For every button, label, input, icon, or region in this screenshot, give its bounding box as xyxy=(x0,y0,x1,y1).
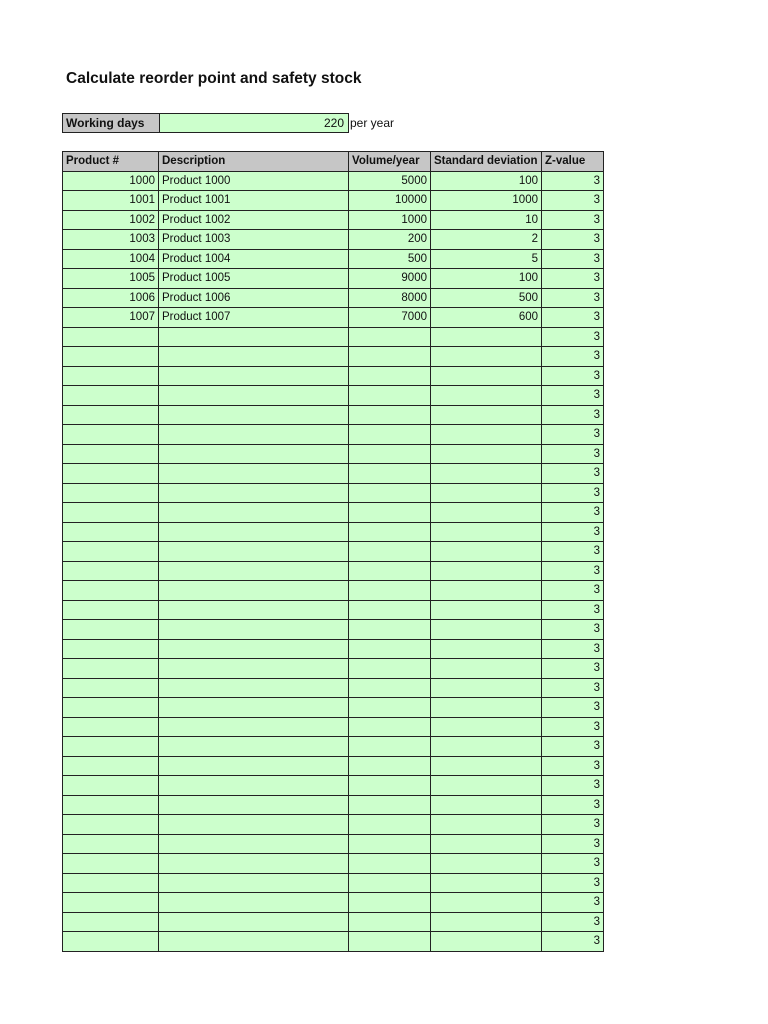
std-dev-cell[interactable]: 10 xyxy=(431,210,542,230)
volume-cell[interactable] xyxy=(349,639,431,659)
volume-cell[interactable] xyxy=(349,620,431,640)
product-number-cell[interactable] xyxy=(63,483,159,503)
volume-cell[interactable] xyxy=(349,659,431,679)
product-number-cell[interactable]: 1000 xyxy=(63,171,159,191)
std-dev-cell[interactable] xyxy=(431,347,542,367)
std-dev-cell[interactable] xyxy=(431,522,542,542)
z-value-cell[interactable]: 3 xyxy=(542,288,604,308)
table-row xyxy=(63,932,604,952)
description-cell[interactable] xyxy=(159,327,349,347)
volume-cell[interactable] xyxy=(349,815,431,835)
volume-cell[interactable]: 5000 xyxy=(349,171,431,191)
product-number-cell[interactable]: 1007 xyxy=(63,308,159,328)
description-cell[interactable] xyxy=(159,854,349,874)
z-value-cell[interactable]: 3 xyxy=(542,444,604,464)
z-value-cell[interactable]: 3 xyxy=(542,171,604,191)
description-cell[interactable]: Product 1002 xyxy=(159,210,349,230)
description-cell[interactable] xyxy=(159,893,349,913)
volume-cell[interactable] xyxy=(349,854,431,874)
description-cell[interactable] xyxy=(159,834,349,854)
volume-cell[interactable] xyxy=(349,405,431,425)
table-row xyxy=(63,815,604,835)
z-value-cell[interactable]: 3 xyxy=(542,230,604,250)
description-cell[interactable] xyxy=(159,698,349,718)
volume-cell[interactable] xyxy=(349,600,431,620)
product-number-cell[interactable] xyxy=(63,581,159,601)
table-row xyxy=(63,873,604,893)
volume-cell[interactable] xyxy=(349,912,431,932)
z-value-cell[interactable]: 3 xyxy=(542,854,604,874)
description-cell[interactable] xyxy=(159,444,349,464)
std-dev-cell[interactable] xyxy=(431,912,542,932)
description-cell[interactable] xyxy=(159,678,349,698)
table-row xyxy=(63,678,604,698)
z-value-cell[interactable]: 3 xyxy=(542,366,604,386)
volume-cell[interactable] xyxy=(349,503,431,523)
header-z-value: Z-value xyxy=(542,152,604,172)
product-number-cell[interactable] xyxy=(63,561,159,581)
header-volume-year: Volume/year xyxy=(349,152,431,172)
volume-cell[interactable] xyxy=(349,542,431,562)
table-row xyxy=(63,405,604,425)
product-number-cell[interactable] xyxy=(63,620,159,640)
product-number-cell[interactable] xyxy=(63,854,159,874)
table-row xyxy=(63,854,604,874)
table-row xyxy=(63,327,604,347)
description-cell[interactable] xyxy=(159,717,349,737)
description-cell[interactable] xyxy=(159,503,349,523)
z-value-cell[interactable]: 3 xyxy=(542,249,604,269)
description-cell[interactable] xyxy=(159,600,349,620)
volume-cell[interactable]: 9000 xyxy=(349,269,431,289)
description-cell[interactable] xyxy=(159,581,349,601)
z-value-cell[interactable]: 3 xyxy=(542,464,604,484)
description-cell[interactable] xyxy=(159,386,349,406)
z-value-cell[interactable]: 3 xyxy=(542,600,604,620)
product-number-cell[interactable] xyxy=(63,444,159,464)
z-value-cell[interactable]: 3 xyxy=(542,503,604,523)
z-value-cell[interactable]: 3 xyxy=(542,581,604,601)
std-dev-cell[interactable] xyxy=(431,756,542,776)
product-number-cell[interactable]: 1006 xyxy=(63,288,159,308)
table-row xyxy=(63,659,604,679)
product-number-cell[interactable]: 1005 xyxy=(63,269,159,289)
table-row xyxy=(63,425,604,445)
std-dev-cell[interactable] xyxy=(431,503,542,523)
std-dev-cell[interactable] xyxy=(431,425,542,445)
table-row xyxy=(63,483,604,503)
products-table xyxy=(62,151,604,952)
product-number-cell[interactable] xyxy=(63,405,159,425)
std-dev-cell[interactable] xyxy=(431,698,542,718)
product-number-cell[interactable] xyxy=(63,503,159,523)
std-dev-cell[interactable] xyxy=(431,854,542,874)
product-number-cell[interactable] xyxy=(63,834,159,854)
volume-cell[interactable] xyxy=(349,893,431,913)
z-value-cell[interactable]: 3 xyxy=(542,405,604,425)
description-cell[interactable]: Product 1007 xyxy=(159,308,349,328)
description-cell[interactable]: Product 1004 xyxy=(159,249,349,269)
table-row xyxy=(63,444,604,464)
product-number-cell[interactable] xyxy=(63,698,159,718)
std-dev-cell[interactable] xyxy=(431,639,542,659)
product-number-cell[interactable] xyxy=(63,717,159,737)
table-row xyxy=(63,776,604,796)
product-number-cell[interactable] xyxy=(63,386,159,406)
product-number-cell[interactable] xyxy=(63,795,159,815)
z-value-cell[interactable]: 3 xyxy=(542,620,604,640)
std-dev-cell[interactable] xyxy=(431,327,542,347)
product-number-cell[interactable] xyxy=(63,815,159,835)
description-cell[interactable] xyxy=(159,639,349,659)
volume-cell[interactable] xyxy=(349,327,431,347)
z-value-cell[interactable]: 3 xyxy=(542,893,604,913)
table-row xyxy=(63,191,604,211)
table-row xyxy=(63,308,604,328)
description-cell[interactable]: Product 1003 xyxy=(159,230,349,250)
product-number-cell[interactable] xyxy=(63,659,159,679)
std-dev-cell[interactable] xyxy=(431,444,542,464)
product-number-cell[interactable] xyxy=(63,366,159,386)
std-dev-cell[interactable] xyxy=(431,873,542,893)
product-number-cell[interactable]: 1001 xyxy=(63,191,159,211)
table-row xyxy=(63,834,604,854)
description-cell[interactable] xyxy=(159,561,349,581)
working-days-unit: per year xyxy=(350,116,395,130)
table-row xyxy=(63,717,604,737)
std-dev-cell[interactable] xyxy=(431,600,542,620)
volume-cell[interactable]: 200 xyxy=(349,230,431,250)
volume-cell[interactable] xyxy=(349,425,431,445)
volume-cell[interactable] xyxy=(349,776,431,796)
table-row xyxy=(63,698,604,718)
product-number-cell[interactable] xyxy=(63,639,159,659)
working-days-label: Working days xyxy=(62,113,161,133)
product-number-cell[interactable] xyxy=(63,600,159,620)
z-value-cell[interactable]: 3 xyxy=(542,756,604,776)
std-dev-cell[interactable] xyxy=(431,815,542,835)
z-value-cell[interactable]: 3 xyxy=(542,659,604,679)
volume-cell[interactable]: 7000 xyxy=(349,308,431,328)
volume-cell[interactable] xyxy=(349,347,431,367)
table-row xyxy=(63,366,604,386)
description-cell[interactable] xyxy=(159,464,349,484)
product-number-cell[interactable]: 1002 xyxy=(63,210,159,230)
table-row xyxy=(63,522,604,542)
product-number-cell[interactable] xyxy=(63,932,159,952)
z-value-cell[interactable]: 3 xyxy=(542,873,604,893)
description-cell[interactable] xyxy=(159,932,349,952)
std-dev-cell[interactable] xyxy=(431,717,542,737)
z-value-cell[interactable]: 3 xyxy=(542,698,604,718)
description-cell[interactable] xyxy=(159,483,349,503)
volume-cell[interactable] xyxy=(349,717,431,737)
product-number-cell[interactable] xyxy=(63,912,159,932)
volume-cell[interactable] xyxy=(349,795,431,815)
product-number-cell[interactable]: 1003 xyxy=(63,230,159,250)
table-row xyxy=(63,639,604,659)
std-dev-cell[interactable] xyxy=(431,405,542,425)
description-cell[interactable]: Product 1005 xyxy=(159,269,349,289)
product-number-cell[interactable] xyxy=(63,542,159,562)
product-number-cell[interactable] xyxy=(63,737,159,757)
std-dev-cell[interactable] xyxy=(431,366,542,386)
table-row xyxy=(63,620,604,640)
std-dev-cell[interactable] xyxy=(431,386,542,406)
z-value-cell[interactable]: 3 xyxy=(542,386,604,406)
z-value-cell[interactable]: 3 xyxy=(542,912,604,932)
description-cell[interactable]: Product 1000 xyxy=(159,171,349,191)
product-number-cell[interactable] xyxy=(63,522,159,542)
description-cell[interactable] xyxy=(159,620,349,640)
volume-cell[interactable] xyxy=(349,522,431,542)
table-row xyxy=(63,171,604,191)
product-number-cell[interactable]: 1004 xyxy=(63,249,159,269)
std-dev-cell[interactable] xyxy=(431,893,542,913)
volume-cell[interactable] xyxy=(349,366,431,386)
table-row xyxy=(63,386,604,406)
table-row xyxy=(63,288,604,308)
z-value-cell[interactable]: 3 xyxy=(542,308,604,328)
table-row xyxy=(63,893,604,913)
description-cell[interactable] xyxy=(159,542,349,562)
z-value-cell[interactable]: 3 xyxy=(542,210,604,230)
volume-cell[interactable]: 1000 xyxy=(349,210,431,230)
z-value-cell[interactable]: 3 xyxy=(542,425,604,445)
description-cell[interactable] xyxy=(159,873,349,893)
product-number-cell[interactable] xyxy=(63,425,159,445)
table-row xyxy=(63,600,604,620)
z-value-cell[interactable]: 3 xyxy=(542,795,604,815)
header-standard-deviation: Standard deviation xyxy=(431,152,542,172)
volume-cell[interactable] xyxy=(349,756,431,776)
std-dev-cell[interactable]: 600 xyxy=(431,308,542,328)
z-value-cell[interactable]: 3 xyxy=(542,815,604,835)
std-dev-cell[interactable] xyxy=(431,464,542,484)
volume-cell[interactable]: 500 xyxy=(349,249,431,269)
product-number-cell[interactable] xyxy=(63,873,159,893)
description-cell[interactable] xyxy=(159,795,349,815)
table-row xyxy=(63,249,604,269)
std-dev-cell[interactable] xyxy=(431,542,542,562)
z-value-cell[interactable]: 3 xyxy=(542,522,604,542)
table-row xyxy=(63,230,604,250)
z-value-cell[interactable]: 3 xyxy=(542,776,604,796)
table-row xyxy=(63,503,604,523)
z-value-cell[interactable]: 3 xyxy=(542,269,604,289)
z-value-cell[interactable]: 3 xyxy=(542,542,604,562)
table-row xyxy=(63,464,604,484)
description-cell[interactable]: Product 1001 xyxy=(159,191,349,211)
page-title: Calculate reorder point and safety stock xyxy=(66,70,362,87)
std-dev-cell[interactable] xyxy=(431,561,542,581)
description-cell[interactable] xyxy=(159,776,349,796)
description-cell[interactable] xyxy=(159,425,349,445)
std-dev-cell[interactable] xyxy=(431,795,542,815)
volume-cell[interactable] xyxy=(349,386,431,406)
std-dev-cell[interactable] xyxy=(431,932,542,952)
table-header-row xyxy=(63,152,604,172)
header-product-number: Product # xyxy=(63,152,159,172)
z-value-cell[interactable]: 3 xyxy=(542,347,604,367)
volume-cell[interactable] xyxy=(349,581,431,601)
z-value-cell[interactable]: 3 xyxy=(542,737,604,757)
description-cell[interactable] xyxy=(159,659,349,679)
volume-cell[interactable]: 10000 xyxy=(349,191,431,211)
std-dev-cell[interactable] xyxy=(431,581,542,601)
volume-cell[interactable]: 8000 xyxy=(349,288,431,308)
std-dev-cell[interactable] xyxy=(431,834,542,854)
table-row xyxy=(63,795,604,815)
std-dev-cell[interactable]: 1000 xyxy=(431,191,542,211)
description-cell[interactable]: Product 1006 xyxy=(159,288,349,308)
table-row xyxy=(63,269,604,289)
product-number-cell[interactable] xyxy=(63,347,159,367)
std-dev-cell[interactable]: 5 xyxy=(431,249,542,269)
table-row xyxy=(63,347,604,367)
table-row xyxy=(63,581,604,601)
std-dev-cell[interactable] xyxy=(431,483,542,503)
std-dev-cell[interactable] xyxy=(431,737,542,757)
table-row xyxy=(63,756,604,776)
table-row xyxy=(63,561,604,581)
z-value-cell[interactable]: 3 xyxy=(542,834,604,854)
product-number-cell[interactable] xyxy=(63,756,159,776)
volume-cell[interactable] xyxy=(349,698,431,718)
std-dev-cell[interactable] xyxy=(431,620,542,640)
table-row xyxy=(63,737,604,757)
std-dev-cell[interactable]: 100 xyxy=(431,171,542,191)
description-cell[interactable] xyxy=(159,405,349,425)
header-description: Description xyxy=(159,152,349,172)
z-value-cell[interactable]: 3 xyxy=(542,191,604,211)
table-row xyxy=(63,912,604,932)
std-dev-cell[interactable]: 500 xyxy=(431,288,542,308)
working-days-input[interactable]: 220 xyxy=(159,113,349,133)
volume-cell[interactable] xyxy=(349,834,431,854)
volume-cell[interactable] xyxy=(349,464,431,484)
description-cell[interactable] xyxy=(159,756,349,776)
description-cell[interactable] xyxy=(159,522,349,542)
std-dev-cell[interactable]: 100 xyxy=(431,269,542,289)
volume-cell[interactable] xyxy=(349,873,431,893)
product-number-cell[interactable] xyxy=(63,678,159,698)
description-cell[interactable] xyxy=(159,347,349,367)
product-number-cell[interactable] xyxy=(63,327,159,347)
z-value-cell[interactable]: 3 xyxy=(542,327,604,347)
volume-cell[interactable] xyxy=(349,737,431,757)
table-row xyxy=(63,210,604,230)
product-number-cell[interactable] xyxy=(63,776,159,796)
product-number-cell[interactable] xyxy=(63,464,159,484)
std-dev-cell[interactable]: 2 xyxy=(431,230,542,250)
std-dev-cell[interactable] xyxy=(431,659,542,679)
volume-cell[interactable] xyxy=(349,932,431,952)
product-number-cell[interactable] xyxy=(63,893,159,913)
description-cell[interactable] xyxy=(159,366,349,386)
std-dev-cell[interactable] xyxy=(431,776,542,796)
z-value-cell[interactable]: 3 xyxy=(542,717,604,737)
z-value-cell[interactable]: 3 xyxy=(542,932,604,952)
z-value-cell[interactable]: 3 xyxy=(542,678,604,698)
table-row xyxy=(63,542,604,562)
description-cell[interactable] xyxy=(159,912,349,932)
volume-cell[interactable] xyxy=(349,561,431,581)
description-cell[interactable] xyxy=(159,737,349,757)
volume-cell[interactable] xyxy=(349,483,431,503)
description-cell[interactable] xyxy=(159,815,349,835)
z-value-cell[interactable]: 3 xyxy=(542,561,604,581)
volume-cell[interactable] xyxy=(349,678,431,698)
z-value-cell[interactable]: 3 xyxy=(542,483,604,503)
volume-cell[interactable] xyxy=(349,444,431,464)
z-value-cell[interactable]: 3 xyxy=(542,639,604,659)
std-dev-cell[interactable] xyxy=(431,678,542,698)
